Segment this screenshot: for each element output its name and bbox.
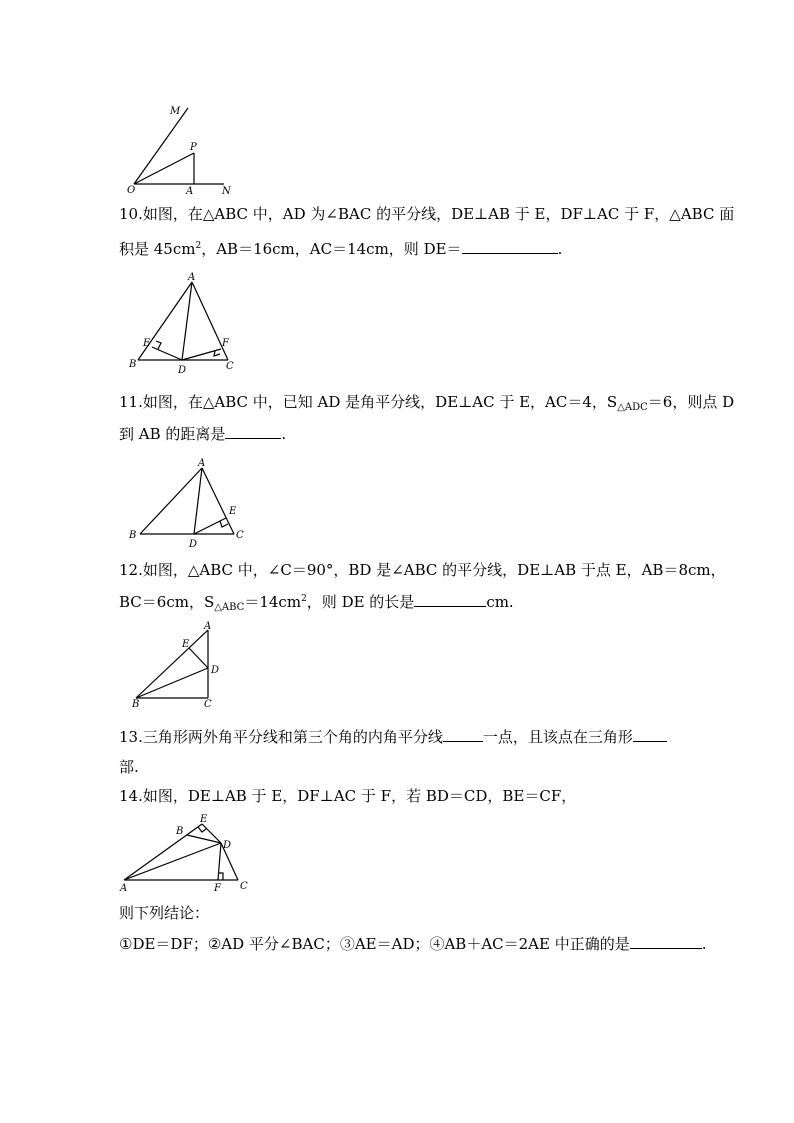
q11-line1 xyxy=(119,393,734,414)
label-c: C xyxy=(240,881,248,892)
label-e: E xyxy=(229,506,237,517)
q12-text-c: ，则 DE 的长是 xyxy=(306,593,415,611)
q12-text-b: ＝14cm xyxy=(244,593,302,611)
q13-line1 xyxy=(119,727,667,746)
q12-superscript: 2 xyxy=(301,594,307,604)
q14-line2: 则下列结论： xyxy=(119,904,210,922)
label-f: F xyxy=(222,338,229,349)
label-e: E xyxy=(182,639,190,650)
q12-line2 xyxy=(119,592,514,614)
label-f: F xyxy=(214,883,221,894)
q13-answer-blank-1[interactable] xyxy=(443,727,483,742)
q10-text-b: ，AB＝16cm，AC＝14cm，则 DE＝ xyxy=(201,240,462,258)
figure-q10-triangle xyxy=(126,270,238,376)
q11-subscript: △ADC xyxy=(617,402,648,413)
q10-line2 xyxy=(119,239,562,261)
q10-text-c: . xyxy=(557,240,563,258)
q12-text-a: BC＝6cm，S xyxy=(119,593,215,611)
label-a: A xyxy=(186,186,194,196)
label-d: D xyxy=(223,840,232,851)
q11-text-c: 到 AB 的距离是 xyxy=(119,425,226,443)
q10-text-a: 积是 45cm xyxy=(119,240,196,258)
label-d: D xyxy=(211,665,220,676)
label-a: A xyxy=(204,621,212,632)
q14-line3 xyxy=(119,934,707,953)
label-b: B xyxy=(129,530,137,541)
q14-line1: 14.如图，DE⊥AB 于 E，DF⊥AC 于 F，若 BD＝CD，BE＝CF， xyxy=(119,787,577,805)
label-b: B xyxy=(129,359,137,370)
label-c: C xyxy=(236,530,244,541)
q12-line1: 12.如图，△ABC 中，∠C＝90°，BD 是∠ABC 的平分线，DE⊥AB 于点 E，AB＝8cm， xyxy=(119,561,726,579)
label-m: M xyxy=(170,106,181,117)
figure-angle-mon xyxy=(126,100,236,196)
figure-q14-triangles xyxy=(116,810,256,894)
figure-q12-triangle xyxy=(126,620,226,710)
label-p: P xyxy=(190,142,197,153)
q13-text-a: 13.三角形两外角平分线和第三个角的内角平分线 xyxy=(119,728,443,746)
q11-text-d: . xyxy=(281,425,287,443)
label-d: D xyxy=(189,539,198,550)
q10-superscript: 2 xyxy=(195,241,202,251)
q11-text-b: ＝6，则点 D xyxy=(647,393,735,411)
q10-answer-blank[interactable] xyxy=(462,239,558,254)
label-e: E xyxy=(143,338,151,349)
q14-answer-blank[interactable] xyxy=(630,934,702,949)
q14-text-b: . xyxy=(701,935,707,953)
label-a: A xyxy=(120,883,128,894)
label-b: B xyxy=(132,699,140,710)
q10-line1: 10.如图，在△ABC 中，AD 为∠BAC 的平分线，DE⊥AB 于 E，DF⊥AC 于 F，△ABC 面 xyxy=(119,205,735,223)
label-c: C xyxy=(226,361,234,372)
label-b: B xyxy=(176,826,184,837)
label-c: C xyxy=(204,699,212,710)
q13-answer-blank-2[interactable] xyxy=(633,727,667,742)
q14-text-a: ①DE＝DF；②AD 平分∠BAC；③AE＝AD；④AB＋AC＝2AE 中正确的是 xyxy=(119,935,630,953)
q11-answer-blank[interactable] xyxy=(225,424,281,439)
figure-q11-triangle xyxy=(126,456,250,550)
label-e: E xyxy=(200,814,208,825)
q13-line2: 部. xyxy=(119,758,139,776)
label-a: A xyxy=(198,458,206,469)
q12-answer-blank[interactable] xyxy=(414,592,486,607)
q12-subscript: △ABC xyxy=(214,602,245,613)
label-n: N xyxy=(222,186,231,196)
label-a: A xyxy=(188,272,196,283)
q12-text-d: cm. xyxy=(486,593,514,611)
label-o: O xyxy=(127,185,136,196)
label-d: D xyxy=(178,365,187,376)
q11-line2 xyxy=(119,424,286,443)
q13-text-b: 一点，且该点在三角形 xyxy=(482,728,633,746)
q11-text-a: 11.如图，在△ABC 中，已知 AD 是角平分线，DE⊥AC 于 E，AC＝4，S xyxy=(119,393,618,411)
